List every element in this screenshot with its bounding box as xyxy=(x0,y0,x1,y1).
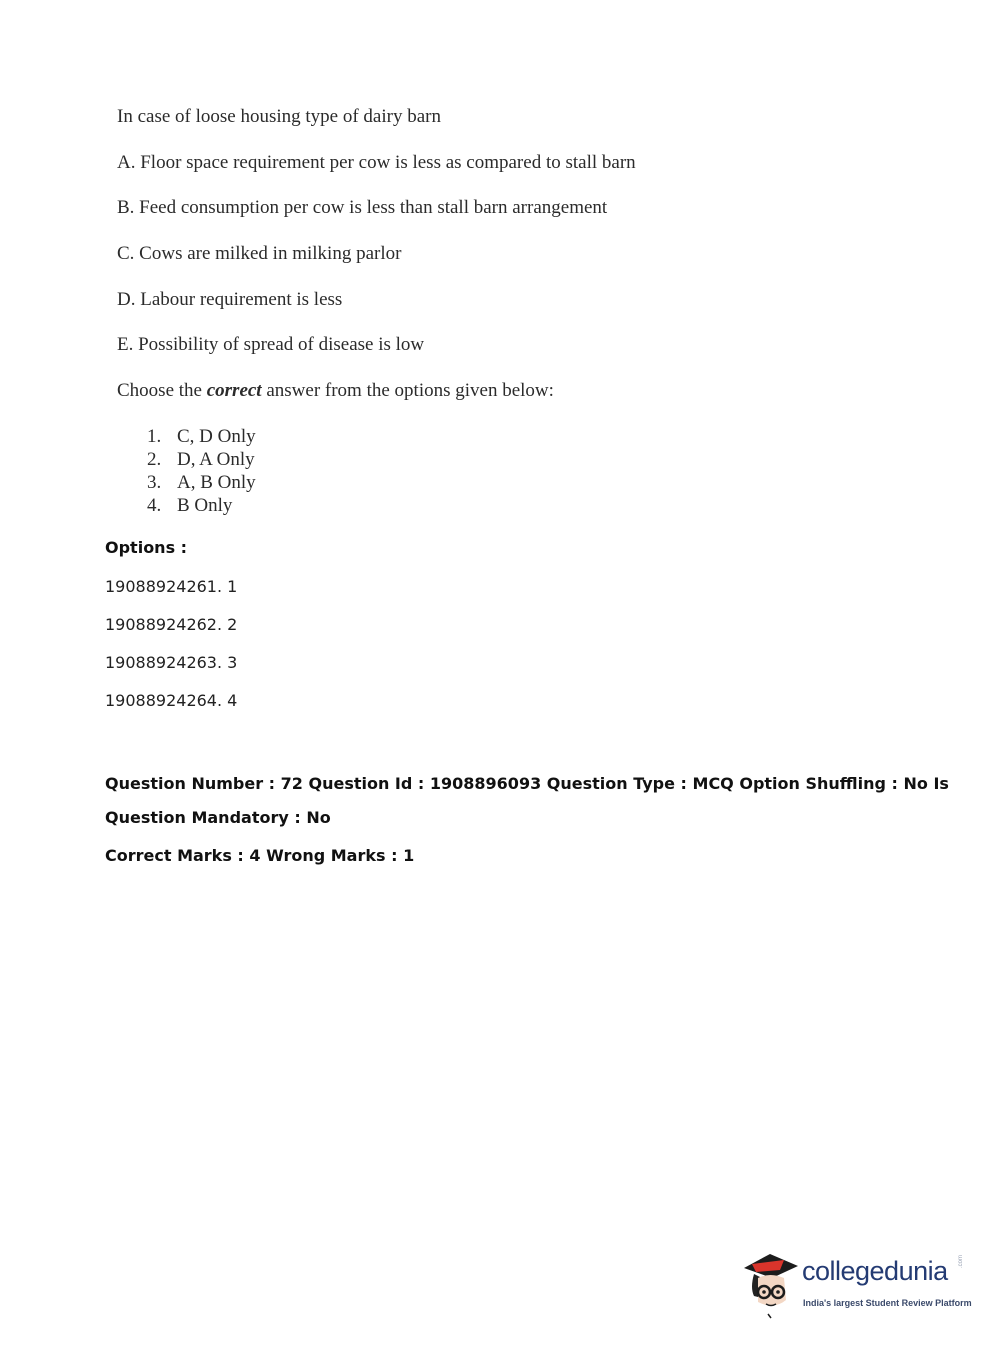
question-stem: In case of loose housing type of dairy barn xyxy=(117,106,441,127)
answer-text: C, D Only xyxy=(177,426,256,447)
graduate-mascot-icon xyxy=(740,1248,800,1320)
instruction-emphasis: correct xyxy=(206,380,262,401)
answer-number: 2. xyxy=(147,449,162,470)
answer-text: B Only xyxy=(177,495,233,516)
instruction xyxy=(117,380,554,402)
statement-d: D. Labour requirement is less xyxy=(117,289,343,310)
logo-suffix: .com xyxy=(958,1254,964,1268)
answer-number: 4. xyxy=(147,495,162,516)
option-item-1: 19088924261. 1 xyxy=(105,577,238,596)
answer-item xyxy=(147,471,256,494)
answer-item xyxy=(147,425,256,448)
logo-wordmark: collegedunia xyxy=(802,1256,948,1286)
statement-c: C. Cows are milked in milking parlor xyxy=(117,243,402,264)
answer-item xyxy=(147,494,256,517)
instruction-before: Choose the xyxy=(117,380,207,401)
logo-tagline: India's largest Student Review Platform xyxy=(803,1298,972,1308)
answer-item xyxy=(147,448,256,471)
option-item-4: 19088924264. 4 xyxy=(105,691,238,710)
statement-a: A. Floor space requirement per cow is less as compared to stall barn xyxy=(117,152,636,173)
question-meta-line-1: Question Number : 72 Question Id : 1908896093 Question Type : MCQ Option Shuffling : No Is xyxy=(105,774,949,793)
question-marks: Correct Marks : 4 Wrong Marks : 1 xyxy=(105,846,415,865)
answer-list xyxy=(147,425,256,517)
statement-b: B. Feed consumption per cow is less than stall barn arrangement xyxy=(117,197,608,218)
instruction-after: answer from the options given below: xyxy=(261,380,554,401)
answer-number: 1. xyxy=(147,426,162,447)
answer-number: 3. xyxy=(147,472,162,493)
options-heading: Options : xyxy=(105,538,188,557)
option-item-2: 19088924262. 2 xyxy=(105,615,238,634)
question-meta-line-2: Question Mandatory : No xyxy=(105,808,331,827)
option-item-3: 19088924263. 3 xyxy=(105,653,238,672)
statement-e: E. Possibility of spread of disease is low xyxy=(117,334,425,355)
collegedunia-logo[interactable] xyxy=(740,1248,970,1320)
answer-text: D, A Only xyxy=(177,449,255,470)
answer-text: A, B Only xyxy=(177,472,256,493)
